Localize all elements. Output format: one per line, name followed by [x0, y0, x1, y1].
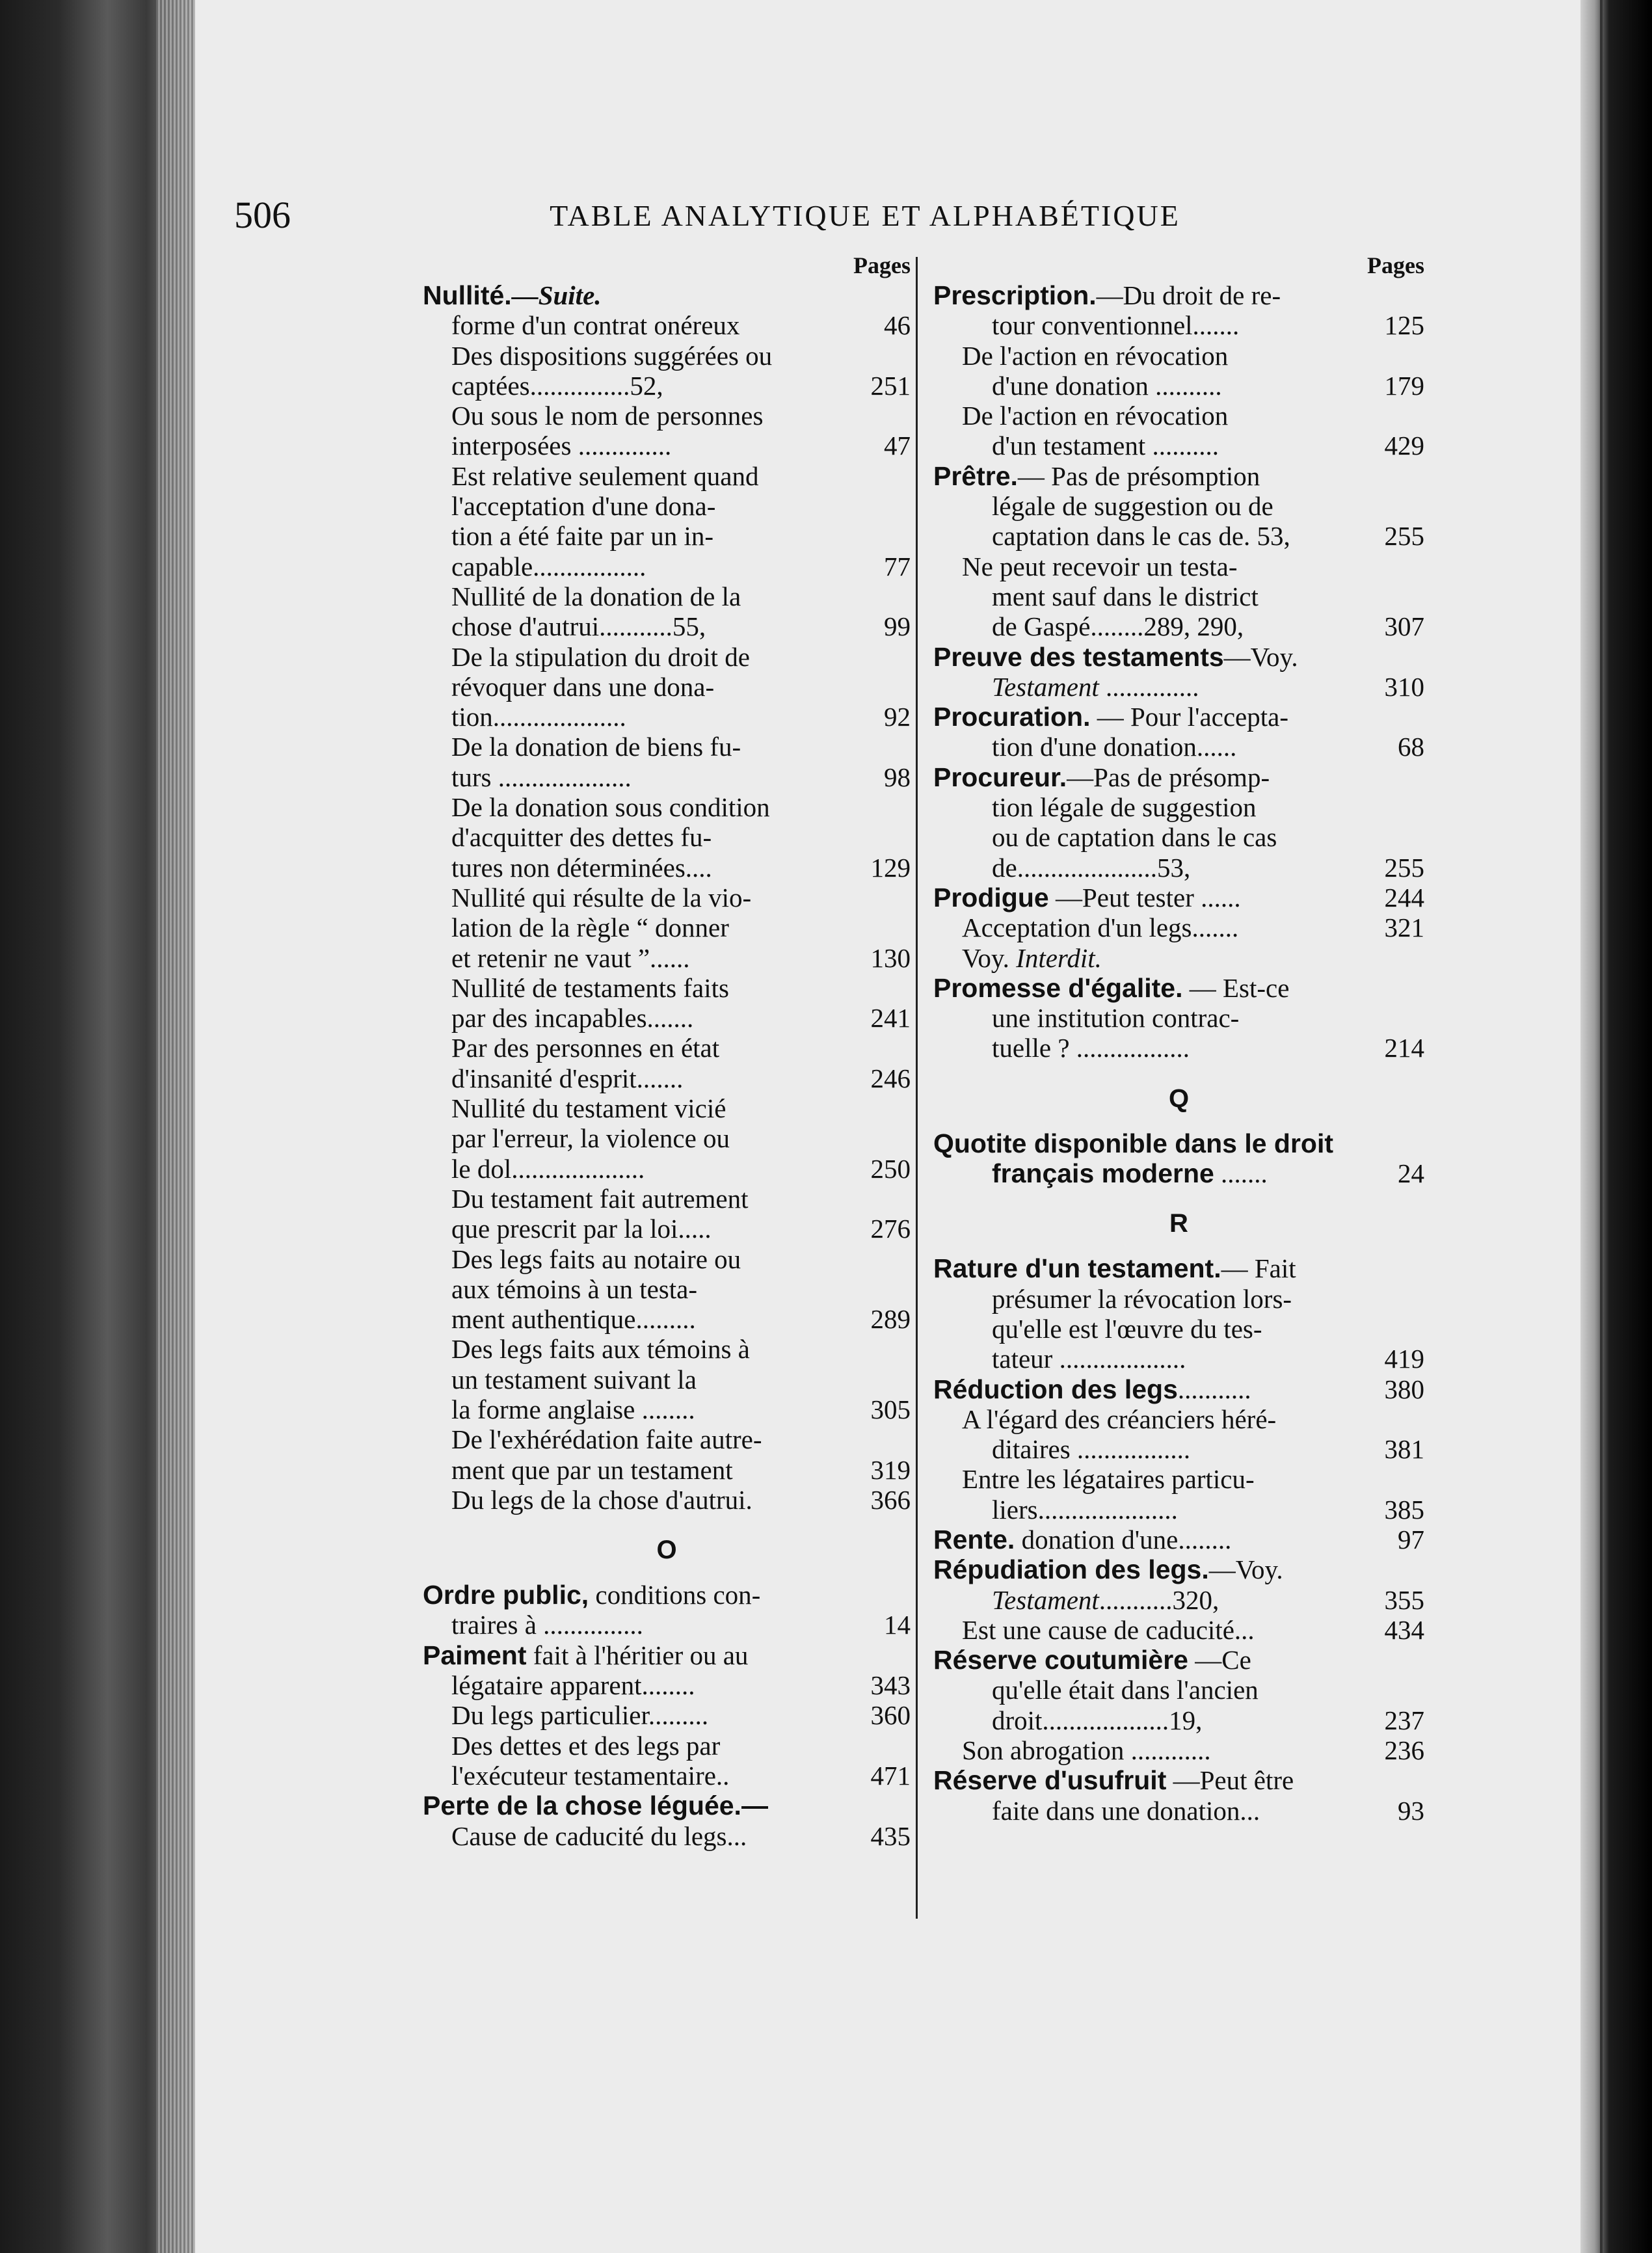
index-entry [933, 1128, 1424, 1158]
index-subline [933, 1464, 1424, 1494]
index-subline [423, 1244, 911, 1274]
entry-text: tures non déterminées.... [451, 852, 712, 883]
entry-text: liers..................... [992, 1494, 1178, 1525]
page-reference: 385 [1384, 1494, 1424, 1525]
entry-text: —Peut être [1166, 1765, 1294, 1796]
entry-text: Acceptation d'un legs....... [962, 913, 1239, 943]
index-subline [933, 943, 1424, 973]
entry-text: l'acceptation d'une dona- [451, 491, 716, 522]
entry-text: Ne peut recevoir un testa- [962, 551, 1238, 581]
index-subline [423, 1424, 911, 1454]
index-entry [423, 1640, 911, 1670]
page-reference: 355 [1384, 1584, 1424, 1615]
entry-text: De l'action en révocation [962, 401, 1229, 431]
page-reference: 125 [1384, 310, 1424, 341]
index-entry [933, 762, 1424, 792]
entry-text: droit...................19, [992, 1705, 1203, 1735]
entry-text: tion a été faite par un in- [451, 521, 713, 552]
index-subline [423, 491, 911, 521]
entry-text: tateur ................... [992, 1344, 1186, 1374]
index-subline [423, 521, 911, 551]
entry-text: et retenir ne vaut ”...... [451, 942, 690, 973]
entry-text: tion légale de suggestion [992, 792, 1257, 823]
index-subline [933, 552, 1424, 581]
index-subline [423, 581, 911, 611]
page-reference: 77 [884, 551, 911, 581]
entry-text: présumer la révocation lors- [992, 1283, 1292, 1314]
index-subline [423, 1821, 911, 1851]
index-subline [423, 1334, 911, 1364]
page-reference: 360 [870, 1700, 911, 1731]
entry-text: lation de la règle “ donner [451, 913, 729, 943]
page-reference: 380 [1384, 1374, 1424, 1404]
entry-text: .............. [1099, 671, 1199, 702]
index-subline [933, 1404, 1424, 1434]
entry-heading: Ordre public, [423, 1580, 589, 1610]
page-reference: 435 [870, 1820, 911, 1851]
index-list-left [423, 280, 911, 1851]
page-reference: 179 [1384, 370, 1424, 401]
page-number: 506 [234, 194, 291, 236]
pages-label-right: Pages [1367, 252, 1424, 278]
page-reference: 366 [870, 1484, 911, 1515]
index-subline [933, 1705, 1424, 1735]
index-subline [423, 1394, 911, 1424]
index-subline [423, 401, 911, 431]
page-reference: 419 [1384, 1344, 1424, 1374]
index-subline [933, 1434, 1424, 1464]
entry-text: par des incapables....... [451, 1003, 694, 1033]
book-edge-right [1580, 0, 1652, 2253]
entry-text: A l'égard des créanciers héré- [962, 1404, 1277, 1434]
entry-text: Des legs faits aux témoins à [451, 1334, 750, 1365]
index-subline [423, 1455, 911, 1485]
index-subline [933, 822, 1424, 852]
page-reference: 236 [1384, 1735, 1424, 1766]
index-subline [933, 1284, 1424, 1314]
entry-heading: français moderne [992, 1158, 1214, 1189]
index-subline [423, 732, 911, 762]
entry-text: Du testament fait autrement [451, 1183, 749, 1214]
page-edges [156, 0, 195, 2253]
index-subline [423, 1154, 911, 1184]
index-subline [933, 341, 1424, 371]
entry-text: ...........320, [1099, 1584, 1219, 1615]
entry-text: fait à l'héritier ou au [526, 1640, 749, 1670]
index-subline [933, 1033, 1424, 1063]
entry-text: Est une cause de caducité... [962, 1614, 1255, 1645]
page-reference: 92 [884, 702, 911, 732]
entry-heading: Réserve coutumière [933, 1645, 1188, 1675]
entry-heading: Prescription. [933, 280, 1097, 310]
page-reference: 97 [1398, 1524, 1424, 1554]
index-subline [423, 1761, 911, 1791]
index-entry [933, 1554, 1424, 1584]
entry-text: —Voy. [1223, 641, 1298, 672]
index-subline [423, 371, 911, 401]
index-entry [933, 461, 1424, 491]
index-entry [423, 280, 911, 310]
entry-continuation: —Suite. [511, 280, 602, 310]
entry-text: — Pas de présomption [1017, 460, 1260, 491]
page-reference: 93 [1398, 1795, 1424, 1826]
index-subline [423, 1700, 911, 1730]
index-subline [423, 943, 911, 973]
index-subline [933, 1314, 1424, 1344]
index-subline [423, 1214, 911, 1244]
section-letter: Q [1168, 1084, 1190, 1113]
entry-heading: Quotite disponible dans le droit [933, 1128, 1334, 1158]
entry-text: le dol.................... [451, 1153, 645, 1184]
index-subline [933, 1344, 1424, 1374]
page-reference: 246 [870, 1063, 911, 1093]
pages-label-left: Pages [853, 252, 911, 278]
entry-text: de Gaspé........289, 290, [992, 611, 1244, 642]
page-reference: 255 [1384, 521, 1424, 552]
index-subline [933, 1585, 1424, 1615]
entry-text: forme d'un contrat onéreux [451, 310, 740, 341]
index-subline [933, 491, 1424, 521]
page-reference: 47 [884, 431, 911, 461]
index-subline [423, 431, 911, 460]
entry-heading: Perte de la chose léguée.— [423, 1791, 768, 1821]
index-subline [933, 1495, 1424, 1525]
entry-text: traires à ............... [451, 1610, 643, 1640]
book-spine-left [0, 0, 195, 2253]
entry-text: ....... [1214, 1158, 1268, 1189]
index-subline [933, 1796, 1424, 1826]
page-reference: 130 [870, 942, 911, 973]
index-subline [423, 1003, 911, 1033]
page-reference: 214 [1384, 1033, 1424, 1063]
entry-text: Du legs particulier......... [451, 1700, 709, 1731]
entry-text: d'acquitter des dettes fu- [451, 822, 712, 853]
page-reference: 434 [1384, 1614, 1424, 1645]
entry-text: captation dans le cas de. 53, [992, 521, 1290, 552]
entry-text: Nullité de testaments faits [451, 972, 729, 1003]
index-subline [933, 913, 1424, 942]
entry-heading: Procuration. [933, 702, 1091, 732]
entry-text: Nullité qui résulte de la vio- [451, 882, 752, 913]
entry-heading: Prêtre. [933, 460, 1018, 491]
page-reference: 429 [1384, 431, 1424, 461]
index-subline [423, 1610, 911, 1640]
index-subline [423, 341, 911, 371]
index-subline [423, 672, 911, 702]
entry-heading: Répudiation des legs. [933, 1554, 1209, 1585]
index-subline [423, 883, 911, 913]
page-reference: 99 [884, 611, 911, 642]
index-subline [423, 913, 911, 942]
page-reference: 321 [1384, 913, 1424, 943]
index-subline [933, 792, 1424, 822]
entry-text: conditions con- [589, 1580, 761, 1610]
entry-text: ou de captation dans le cas [992, 822, 1277, 853]
entry-text: d'un testament .......... [992, 431, 1219, 461]
index-subline [423, 1274, 911, 1304]
entry-text: turs .................... [451, 762, 632, 792]
index-entry [933, 1253, 1424, 1283]
page-reference: 98 [884, 762, 911, 792]
entry-text: — Est-ce [1182, 972, 1290, 1003]
index-subline [423, 1731, 911, 1761]
page-reference: 255 [1384, 852, 1424, 883]
page-reference: 244 [1384, 882, 1424, 913]
entry-text: de.....................53, [992, 852, 1191, 883]
index-subline [933, 853, 1424, 883]
index-subline [933, 1615, 1424, 1645]
index-subline [423, 1670, 911, 1700]
page-reference: 237 [1384, 1705, 1424, 1735]
entry-text: une institution contrac- [992, 1003, 1240, 1033]
entry-heading: Paiment [423, 1640, 527, 1670]
index-subline [423, 1033, 911, 1063]
index-subline [933, 732, 1424, 762]
index-subline [423, 611, 911, 641]
entry-text: Voy. [962, 942, 1017, 973]
entry-text: — Fait [1221, 1253, 1296, 1284]
entry-text: tion d'une donation...... [992, 732, 1237, 762]
entry-heading: Réserve d'usufruit [933, 1765, 1167, 1796]
index-subline [933, 672, 1424, 702]
entry-heading: Réduction des legs [933, 1374, 1178, 1404]
index-entry [933, 1645, 1424, 1675]
index-subline [933, 310, 1424, 340]
index-subline [423, 762, 911, 792]
entry-text: l'exécuteur testamentaire.. [451, 1760, 730, 1791]
entry-text: Entre les légataires particu- [962, 1464, 1255, 1495]
entry-text: Des dispositions suggérées ou [451, 340, 773, 371]
page-reference: 129 [870, 852, 911, 883]
entry-text: donation d'une........ [1015, 1524, 1232, 1554]
index-subline [933, 1003, 1424, 1033]
index-subline [933, 1675, 1424, 1705]
page-reference: 305 [870, 1394, 911, 1424]
index-entry [933, 642, 1424, 672]
index-entry [933, 280, 1424, 310]
entry-text: que prescrit par la loi..... [451, 1214, 712, 1244]
index-subline [423, 1063, 911, 1093]
entry-text: Est relative seulement quand [451, 460, 759, 491]
page-reference: 307 [1384, 611, 1424, 642]
page-reference: 319 [870, 1454, 911, 1485]
index-subline [423, 1485, 911, 1515]
entry-text: capable................. [451, 551, 646, 581]
page-reference: 310 [1384, 671, 1424, 702]
entry-text: légataire apparent........ [451, 1670, 695, 1701]
page-reference: 289 [870, 1304, 911, 1335]
entry-text: Nullité de la donation de la [451, 581, 741, 611]
entry-text: tour conventionnel....... [992, 310, 1240, 341]
index-subline [933, 401, 1424, 431]
entry-text: tuelle ? ................. [992, 1033, 1190, 1063]
index-subline [423, 853, 911, 883]
index-column-left [423, 250, 911, 1851]
entry-text: par l'erreur, la violence ou [451, 1123, 730, 1154]
page-reference: 471 [870, 1760, 911, 1791]
entry-text: — Pour l'accepta- [1090, 702, 1289, 732]
entry-heading: Promesse d'égalite. [933, 972, 1183, 1003]
index-subline [423, 1304, 911, 1334]
section-letter: O [656, 1536, 677, 1565]
page-reference: 68 [1398, 732, 1424, 762]
index-entry [933, 1374, 1424, 1404]
page-reference: 251 [870, 370, 911, 401]
page-reference: 276 [870, 1214, 911, 1244]
index-subline [423, 792, 911, 822]
entry-text: aux témoins à un testa- [451, 1273, 698, 1304]
entry-text: De la donation de biens fu- [451, 732, 741, 762]
entry-text: —Ce [1188, 1645, 1251, 1675]
index-subline [423, 461, 911, 491]
entry-heading: Rature d'un testament. [933, 1253, 1221, 1284]
entry-text: d'insanité d'esprit....... [451, 1063, 684, 1093]
entry-text: ment sauf dans le district [992, 581, 1259, 611]
entry-text: Son abrogation ............ [962, 1735, 1211, 1766]
entry-text: ment que par un testament [451, 1454, 733, 1485]
entry-text: Des legs faits au notaire ou [451, 1244, 741, 1274]
entry-text: captées...............52, [451, 370, 663, 401]
index-entry [933, 973, 1424, 1003]
index-entry [423, 1791, 911, 1820]
index-entry [933, 883, 1424, 913]
entry-text: —Pas de présomp- [1067, 762, 1270, 792]
entry-heading: Nullité. [423, 280, 512, 310]
index-subline [933, 611, 1424, 641]
entry-text: ........... [1177, 1374, 1251, 1404]
entry-text: Nullité du testament vicié [451, 1093, 726, 1124]
index-entry [423, 1580, 911, 1610]
index-subline [423, 973, 911, 1003]
entry-text: Ou sous le nom de personnes [451, 401, 764, 431]
entry-text: tion.................... [451, 702, 626, 732]
entry-heading: Procureur. [933, 762, 1067, 792]
entry-text: ment authentique......... [451, 1304, 696, 1335]
entry-text: Par des personnes en état [451, 1033, 720, 1063]
entry-text: —Voy. [1208, 1554, 1283, 1585]
index-subline [933, 1158, 1424, 1188]
index-subline [423, 642, 911, 672]
section-letter: R [1169, 1209, 1188, 1238]
column-divider [916, 257, 918, 1919]
entry-text: De l'action en révocation [962, 340, 1229, 371]
index-subline [933, 1735, 1424, 1765]
entry-text: De l'exhérédation faite autre- [451, 1424, 762, 1455]
entry-text: qu'elle était dans l'ancien [992, 1675, 1259, 1705]
entry-heading: Rente. [933, 1524, 1015, 1554]
entry-text: interposées .............. [451, 431, 672, 461]
index-subline [423, 1184, 911, 1214]
index-subline [423, 1365, 911, 1394]
index-subline [423, 1093, 911, 1123]
page-reference: 250 [870, 1153, 911, 1184]
entry-text: —Du droit de re- [1096, 280, 1281, 310]
index-subline [933, 521, 1424, 551]
entry-text: ditaires ................. [992, 1434, 1191, 1465]
entry-text: De la donation sous condition [451, 792, 770, 823]
index-subline [423, 822, 911, 852]
entry-text: De la stipulation du droit de [451, 641, 750, 672]
index-subline [423, 310, 911, 340]
page-reference: 381 [1384, 1434, 1424, 1465]
cross-reference: Testament [992, 1584, 1099, 1615]
cross-reference: Interdit. [1016, 942, 1102, 973]
entry-text: chose d'autrui...........55, [451, 611, 706, 642]
entry-text: Cause de caducité du legs... [451, 1820, 747, 1851]
page-reference: 46 [884, 310, 911, 341]
index-subline [933, 581, 1424, 611]
entry-text: faite dans une donation... [992, 1795, 1260, 1826]
index-subline [423, 1123, 911, 1153]
index-entry [933, 1765, 1424, 1795]
entry-text: la forme anglaise ........ [451, 1394, 695, 1424]
page-reference: 14 [884, 1610, 911, 1640]
entry-text: légale de suggestion ou de [992, 491, 1273, 522]
page-reference: 241 [870, 1003, 911, 1033]
entry-text: Du legs de la chose d'autrui. [451, 1484, 753, 1515]
index-column-right [933, 250, 1424, 1826]
index-subline [423, 702, 911, 732]
entry-text: d'une donation .......... [992, 370, 1222, 401]
entry-text: révoquer dans une dona- [451, 671, 715, 702]
entry-text: Des dettes et des legs par [451, 1730, 721, 1761]
entry-text: un testament suivant la [451, 1364, 697, 1394]
index-subline [933, 431, 1424, 460]
entry-heading: Preuve des testaments [933, 641, 1224, 672]
index-entry [933, 1525, 1424, 1554]
index-subline [933, 371, 1424, 401]
page-reference: 343 [870, 1670, 911, 1701]
page-reference: 24 [1398, 1158, 1424, 1189]
index-subline [423, 552, 911, 581]
entry-heading: Prodigue [933, 882, 1049, 913]
index-entry [933, 702, 1424, 732]
index-list-right [933, 280, 1424, 1826]
page-title: TABLE ANALYTIQUE ET ALPHABÉTIQUE [550, 199, 1180, 232]
entry-text: —Peut tester ...... [1048, 882, 1241, 913]
entry-text: qu'elle est l'œuvre du tes- [992, 1313, 1262, 1344]
cross-reference: Testament [992, 671, 1099, 702]
